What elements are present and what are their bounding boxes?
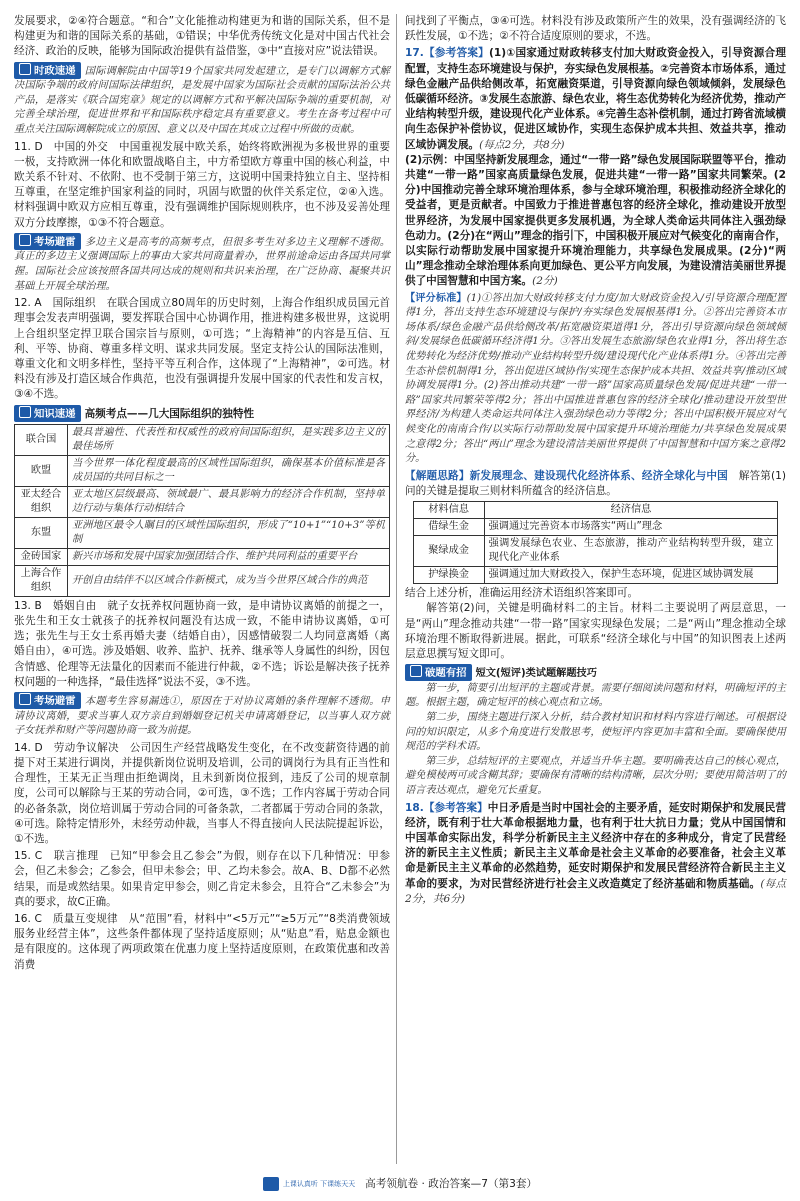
- q10-continued: 发展要求，②④符合题意。“和合”文化能推动构建更为和谐的国际关系，但不是构建更为和谐的国际关系的基础，①错误；中华优秀传统文化是对中国古代社会经济、政治的反映，能够为国际政治提供有益借鉴，③中“直接对应”说法错误。: [14, 15, 390, 58]
- footer-brand: 上课认真听 下课练天天: [282, 1180, 356, 1188]
- scoring-standard: 【评分标准】(1)①答出加大财政转移支付力度/加大财政资金投入/引导资源合理配置得1分，答出支持生态环境建设与保护/夯实绿色发展根基得1分。②答出完善资本市场体系/绿色金融产品供给侧改革/拓宽融资渠道得1分，答出引导资源向绿色领域倾斜/发展绿色低碳循环经济得1分。③答出发展生态旅游/绿色农业得1分，答出将生态优势转化为经济优势/推动产业结构转型升级/建设现代化产业体系得1分。④答出完善生态补偿机制得1分，答出促进区域协作/实现生态保护成本共担、效益共享/推动区域协调发展得1分。(2)答出推动共建“一带一路”国家高质量绿色发展/促进共建“一带一路”国家共同繁荣等得2分；答出中国推进普惠包容的经济全球化/推动建设开放型世界经济/为构建人类命运共同体注入强劲绿色动力等得2分；答出中国积极开展应对气候变化的南南合作/以实际行动帮助发展中国家提升环境治理能力/共享绿色发展成果之意得2分；答出“两山”理念为建设清洁美丽世界提供了中国智慧和中国方案之意得2分。: [405, 292, 787, 465]
- tag-technique: 破题有招: [405, 664, 472, 681]
- technique-step-2: 第二步，围绕主题进行深入分析，结合教材知识和材料内容进行阐述。可根据设问的知识限定，从多个角度进行发散思考，使短评内容更加丰富和全面。要确保使用规范的学科术语。: [405, 711, 786, 753]
- solving-heading: 【解题思路】: [405, 469, 470, 482]
- q15: 15. C 联言推理 已知“甲参会且乙参会”为假，则存在以下几种情况：甲参会，但乙未参会；乙参会，但甲未参会；甲、乙均未参会。故A、B、D都不必然结果，而是或然结果。如果肯定甲参会，则乙肯定未参会，且符合“乙未参会”为真的要求，故C正确。: [14, 850, 390, 908]
- tip-news-text: 国际调解院由中国等19个国家共同发起建立，是专门以调解方式解决国际争端的政府间国际法律组织，是发展中国家为国际社会贡献的国际法治公共产品，是落实《联合国宪章》规定的以调解方式和平解决国际争端的重要机制，对完善全球治理，促进世界和平和国际秩序稳定具有重要意义。考生在备考过程中可重点关注国际调解院成立的原因、意义以及中国在其成立过程中所做的贡献。: [14, 65, 390, 135]
- clipboard-icon: [19, 693, 31, 705]
- table-row: 亚太经合组织 亚太地区层级最高、领域最广、最具影响力的经济合作机制，坚持单边行动与集体行动相结合: [15, 486, 390, 517]
- table-title: 高频考点——几大国际组织的独特性: [84, 407, 255, 420]
- table-row: 联合国 最具普遍性、代表性和权威性的政府间国际组织，是实践多边主义的最佳场所: [15, 424, 390, 455]
- tag-knowledge: 知识速递: [14, 405, 81, 422]
- clipboard-icon: [19, 406, 31, 418]
- org-table: [14, 424, 390, 597]
- solving-idea: 【解题思路】新发展理念、建设现代化经济体系、经济全球化与中国 解答第(1)问的关键是提取三则材料所蕴含的经济信息。: [405, 469, 787, 497]
- q11: 11. D 中国的外交 中国重视发展中欧关系，始终将欧洲视为多极世界的重要一极，支持欧洲一体化和欧盟战略自主，中方希望欧方尊重中国的核心利益，中欧关系不针对、不依附、也不受制于第三方，这说明中国秉持独立自主、坚持相互尊重，在坚定维护国家利益的同时，巩固与欧盟的伙伴关系定位，②④入选。材料强调中欧双方应相互尊重，没有强调维护国际规则秩序，也不涉及妥善处理双方分歧摩擦，①③不符合题意。: [14, 140, 390, 229]
- q16-continued: 间找到了平衡点，③④可选。材料没有涉及政策所产生的效果，没有强调经济的飞跃性发展，①不选；②不符合适度原则的要求，不选。: [405, 15, 786, 43]
- technique-step-1: 第一步，简要引出短评的主题或背景。需要仔细阅读问题和材料，明确短评的主题。根据主题，确定短评的核心观点和立场。: [405, 682, 786, 709]
- q17-answer-2: (2)示例：中国坚持新发展理念，通过“一带一路”绿色发展国际联盟等平台，推动共建“一带一路”国家高质量绿色发展，促进共建“一带一路”国家共同繁荣。(2分)中国推动完善全球环境治理体系，参与全球环境治理，积极推动经济全球化的受益者，更是贡献者。中国致力于推进普惠包容的经济全球化，推动建设开放型世界经济，为发展中国家提供更多发展机遇，为全球人类命运共同体注入强劲绿色动力。(2分)在“两山”理念的指引下，中国积极开展应对气候变化的南南合作，以实际行动帮助发展中国家提升环境治理能力，共享绿色发展成果。(2分)“两山”理念推动全球治理体系向更加绿色、更公平方向发展，为建设清洁美丽世界提供了中国智慧和中国方案。(2分): [405, 153, 786, 288]
- solving-end: 结合上述分析，准确运用经济术语组织答案即可。: [405, 587, 639, 600]
- q18-score: (每点2分，共6分): [405, 877, 786, 905]
- q16: 16. C 质量互变规律 从“范围”看，材料中“<5万元”“≥5万元”“8类消费领域服务业经营主体”，这些条件都体现了坚持适度原则；从“贴息”看，贴息金额也是有限度的。这体现了两项政策在优惠力度上坚持适度原则，在政策优惠和改善消费: [14, 913, 390, 971]
- info-table: [413, 501, 779, 584]
- q17-score-2: (2分): [532, 275, 558, 288]
- tag-news: 时政速递: [14, 62, 81, 79]
- q17-score-1: (每点2分，共8分): [479, 138, 565, 151]
- q13: 13. B 婚姻自由 就子女抚养权问题协商一致，是申请协议离婚的前提之一，张先生和王女士就孩子的抚养权问题没有达成一致，不能申请协议离婚，①可选；张先生与王女士系再婚夫妻（结婚自由），因感情破裂二人均同意离婚（离婚自由），④可选。涉及婚姻、收养、监护、抚养、继承等人身属性的纠纷，因包含情感、伦理等无法量化的因素而不能进行仲裁，②不选；诉讼是解决孩子抚养权问题的一种选择，“最佳选择”说法不妥，③不选。: [14, 599, 390, 688]
- table-row: 聚绿成金 强调发展绿色农业、生态旅游，推动产业结构转型升级，建立现代化产业体系: [413, 536, 778, 567]
- table-row: 东盟 亚洲地区最令人瞩目的区域性国际组织，形成了“10+1”“10+3”等机制: [15, 517, 390, 548]
- clipboard-icon: [410, 665, 422, 677]
- table-row: 金砖国家 新兴市场和发展中国家加强团结合作、维护共同利益的重要平台: [15, 548, 390, 565]
- tip-technique: [405, 664, 786, 798]
- tip-avoid-1-text: 多边主义是高考的高频考点，但很多考生对多边主义理解不透彻。真正的多边主义强调国际上的事由大家共同商量着办，世界前途命运由各国共同掌握。国际社会应该按照各国共同达成的规则和共识来治理，在广泛协商、凝聚共识基础上开展全球治理。: [14, 236, 390, 292]
- tag-avoid-1: 考场避雷: [14, 233, 81, 250]
- technique-step-3: 第三步，总结短评的主要观点，并适当升华主题。要明确表达自己的核心观点，避免模棱两可或含糊其辞；要确保有清晰的结构清晰，层次分明；要使用简洁明了的语言表达观点，避免冗长重复。: [405, 755, 786, 796]
- page-footer: [0, 1176, 800, 1191]
- solving-keywords: 新发展理念、建设现代化经济体系、经济全球化与中国: [469, 469, 728, 482]
- left-column: [14, 14, 390, 973]
- q18-heading: 18.【参考答案】: [405, 801, 488, 814]
- tip-avoid-2: [14, 692, 390, 739]
- table-row: 欧盟 当今世界一体化程度最高的区域性国际组织，确保基本价值标准是各成员国的共同目标之一: [15, 455, 390, 486]
- tip-news: [14, 62, 390, 138]
- clipboard-icon: [19, 63, 31, 75]
- q17-heading: 17.【参考答案】: [405, 47, 489, 60]
- tip-avoid-1: [14, 233, 390, 294]
- right-column: [405, 14, 786, 907]
- table-header: 材料信息 经济信息: [413, 502, 778, 519]
- scoring-heading: 【评分标准】: [405, 292, 467, 304]
- tag-avoid-2: 考场避雷: [14, 692, 81, 709]
- q17-answer-1: 17.【参考答案】(1)①国家通过财政转移支付加大财政资金投入，引导资源合理配置，支持生态环境建设与保护，夯实绿色发展根基。②完善资本市场体系，通过绿色金融产品供给侧改革，拓宽融资渠道，引导资源向绿色领域倾斜，发展绿色低碳循环经济。③发展生态旅游、绿色农业，将生态优势转化为经济优势，推动产业结构转型升级，建设现代化产业体系。④完善生态补偿机制，通过打跨省流域横向生态保护补偿协议，促进区域协作，实现生态保护成本共担、效益共享，推动区域协调发展。(每点2分，共8分): [405, 47, 786, 151]
- table-row: 护绿换金 强调通过加大财政投入，保护生态环境，促进区域协调发展: [413, 567, 778, 584]
- table-row: 上海合作组织 开创自由结伴不以区域合作新模式，成为当今世界区域合作的典范: [15, 565, 390, 596]
- solving-part-2: 解答第(2)问，关键是明确材料二的主旨。材料二主要说明了两层意思，一是“两山”理念推动共建“一带一路”国家实现绿色发展；二是“两山”理念推动全球环境治理不断取得新进展。据此，可联系“经济全球化与中国”的知识图表上述两层意思撰写短文即可。: [405, 602, 786, 660]
- table-row: 借绿生金 强调通过完善资本市场落实“两山”理念: [413, 519, 778, 536]
- q14: 14. D 劳动争议解决 公司因生产经营战略发生变化，在不改变薪资待遇的前提下对王某进行调岗，并提供新岗位说明及培训，公司的调岗行为具有正当性和合理性，王某无正当理由拒绝调岗，且未到新岗位报到，违反了公司的规章制度，公司可以解除与王某的劳动合同，②可选，③不选；工作内容属于劳动合同的必备条款，岗位培训属于劳动合同的可备条款，二者都属于劳动合同的条款，④可选。除特定情形外，未经劳动仲裁，当事人不得直接向人民法院提起诉讼，①不选。: [14, 741, 390, 846]
- knowledge-box: [14, 405, 390, 597]
- publisher-logo-icon: [263, 1177, 279, 1191]
- footer-text: 高考领航卷 · 政治答案—7（第3套）: [365, 1178, 538, 1190]
- technique-title: 短文(短评)类试题解题技巧: [475, 668, 597, 680]
- q12: 12. A 国际组织 在联合国成立80周年的历史时刻，上海合作组织成员国元首理事会发表声明强调，要发挥联合国中心协调作用，推进构建多极世界，这说明上合组织坚定捍卫联合国宗旨与原则，①可选；“上海精神”的内容是互信、互利、平等、协商、尊重多样文明、谋求共同发展。坚定支持公认的国际法准则，尊重文化和文明多样性，坚持平等互利合作，这体现了“上海精神”，②可选。材料没有涉及打造区域合作典范，也没有强调提升发展中国家的代表性和发言权，③④不选。: [14, 297, 390, 401]
- tip-avoid-2-text: 本题考生容易漏选①，原因在于对协议离婚的条件理解不透彻。申请协议离婚，要求当事人双方亲自到婚姻登记机关申请离婚登记，以当事人双方就子女抚养和财产等问题协商一致为前提。: [14, 696, 390, 737]
- column-divider: [396, 14, 397, 1164]
- q18-answer: 18.【参考答案】中日矛盾是当时中国社会的主要矛盾，延安时期保护和发展民营经济，既有利于壮大革命根据地力量，也有利于壮大抗日力量；党从中国国情和中国革命实际出发，科学分析新民主主义经济中存在的多种成分，肯定了民营经济的新民主主义性质；新民主主义革命是社会主义革命的必要准备，社会主义革命是新民主主义革命的必然趋势，延安时期保护和发展民营经济符合新民主主义革命的要求，为对民营经济进行社会主义改造奠定了经济基础和物质基础。(每点2分，共6分): [405, 801, 786, 905]
- clipboard-icon: [19, 234, 31, 246]
